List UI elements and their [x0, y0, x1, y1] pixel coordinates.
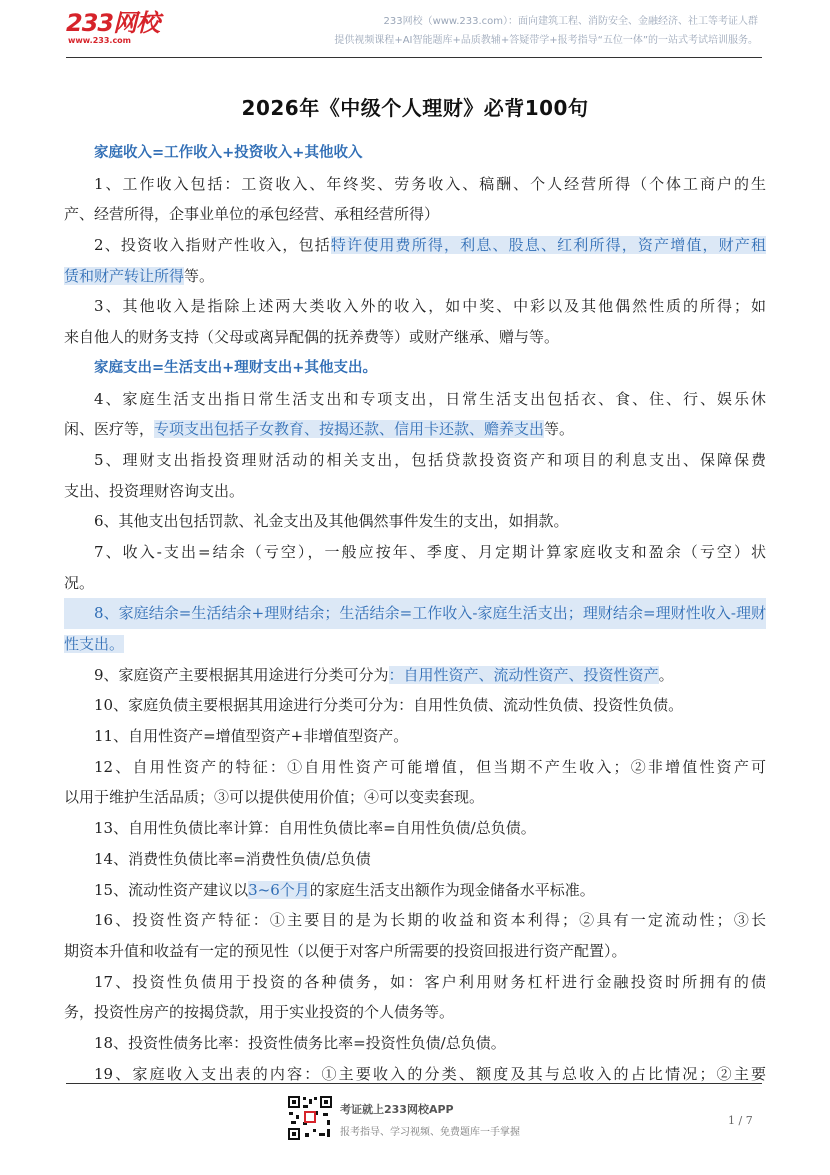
footer-divider [66, 1083, 762, 1084]
highlighted-text: 性支出。 [64, 635, 125, 653]
text-line [64, 598, 766, 629]
text-segment: 16、投资性资产特征：①主要目的是为长期的收益和资本利得；②具有一定流动性；③长 [94, 911, 766, 930]
text-line [64, 629, 766, 660]
logo-text: 233网校 [66, 9, 160, 37]
text-segment: 15、流动性资产建议以 [94, 880, 249, 899]
text-line [64, 997, 766, 1028]
header-description [238, 12, 758, 50]
text-segment: 支出、投资理财咨询支出。 [64, 481, 245, 500]
text-segment: 况。 [64, 573, 95, 592]
text-line [64, 782, 766, 813]
header-line-1: 233网校（www.233.com）：面向建筑工程、消防安全、金融经济、社工等考证人群 [383, 16, 758, 27]
text-segment: 7、收入-支出=结余（亏空），一般应按年、季度、月定期计算家庭收支和盈余（亏空）状 [94, 542, 766, 561]
text-segment: 14、消费性负债比率=消费性负债/总负债 [94, 849, 371, 868]
text-line [64, 445, 766, 476]
text-line [64, 322, 766, 353]
text-segment: 等。 [544, 420, 575, 439]
text-segment: 8、家庭结余=生活结余+理财结余；生活结余=工作收入-家庭生活支出；理财结余=理财性收入-理财 [94, 604, 766, 623]
header-line-2: 提供视频课程+AI智能题库+品质教辅+答疑带学+报考指导“五位一体”的一站式考试培训服务。 [334, 35, 758, 46]
text-segment: 12、自用性资产的特征：①自用性资产可能增值，但当期不产生收入；②非增值性资产可 [94, 757, 766, 776]
text-line [64, 1059, 766, 1090]
logo-url: www.233.com [68, 36, 132, 45]
text-line [64, 384, 766, 415]
highlighted-text: ：自用性资产、流动性资产、投资性资产 [388, 665, 659, 684]
text-segment: 1、工作收入包括：工资收入、年终奖、劳务收入、稿酬、个人经营所得（个体工商户的生 [94, 174, 766, 193]
text-line [64, 752, 766, 783]
section-heading [64, 353, 766, 384]
text-line [64, 291, 766, 322]
text-segment: 9、家庭资产主要根据其用途进行分类可分为 [94, 665, 389, 684]
text-line [64, 721, 766, 752]
text-line [64, 967, 766, 998]
text-line [64, 660, 766, 691]
text-line [64, 875, 766, 906]
text-segment: 务，投资性房产的按揭贷款，用于实业投资的个人债务等。 [64, 1003, 455, 1022]
text-segment: 等。 [184, 266, 215, 285]
text-segment: 6、其他支出包括罚款、礼金支出及其他偶然事件发生的支出，如捐款。 [94, 512, 569, 531]
text-line [64, 844, 766, 875]
text-segment: 的家庭生活支出额作为现金储备水平标准。 [309, 880, 595, 899]
text-segment: 19、家庭收入支出表的内容：①主要收入的分类、额度及其与总收入的占比情况；②主要 [94, 1064, 766, 1083]
text-segment: 4、家庭生活支出指日常生活支出和专项支出，日常生活支出包括衣、食、住、行、娱乐休 [94, 389, 766, 408]
header-divider [66, 57, 762, 58]
text-line [64, 568, 766, 599]
text-line [64, 199, 766, 230]
page-number: 1 / 7 [728, 1114, 753, 1127]
text-line [64, 813, 766, 844]
text-segment: 来自他人的财务支持（父母或离异配偶的抚养费等）或财产继承、赠与等。 [64, 328, 560, 347]
text-line [64, 230, 766, 261]
document-body [64, 138, 766, 1089]
text-segment: 11、自用性资产=增值型资产+非增值型资产。 [94, 727, 409, 746]
section-heading [64, 138, 766, 169]
text-segment: 期资本升值和收益有一定的预见性（以便于对客户所需要的投资回报进行资产配置）。 [64, 941, 627, 960]
text-line [64, 169, 766, 200]
text-segment: 家庭支出=生活支出+理财支出+其他支出。 [94, 359, 377, 376]
text-segment: 5、理财支出指投资理财活动的相关支出，包括贷款投资资产和项目的利息支出、保障保费 [94, 450, 766, 469]
text-line [64, 476, 766, 507]
document-title: 2026年《中级个人理财》必背100句 [241, 96, 589, 120]
text-line [64, 414, 766, 445]
highlighted-text: 赁和财产转让所得 [64, 266, 185, 285]
text-segment: 2、投资收入指财产性收入，包括 [94, 236, 331, 255]
text-segment: 闲、医疗等， [64, 420, 155, 439]
highlighted-text: 3~6个月 [248, 880, 310, 899]
text-line [64, 537, 766, 568]
qr-code-icon [287, 1095, 333, 1141]
logo [66, 10, 166, 48]
highlighted-text: 专项支出包括子女教育、按揭还款、信用卡还款、赡养支出 [154, 420, 545, 439]
text-segment: 以用于维护生活品质；③可以提供使用价值；④可以变卖套现。 [64, 788, 485, 807]
page-header [0, 0, 830, 58]
text-line [64, 936, 766, 967]
footer-app-title: 考证就上233网校APP [340, 1103, 454, 1116]
text-line [64, 261, 766, 292]
text-segment: 10、家庭负债主要根据其用途进行分类可分为：自用性负债、流动性负债、投资性负债。 [94, 696, 684, 715]
text-segment: 13、自用性负债比率计算：自用性负债比率=自用性负债/总负债。 [94, 819, 536, 838]
text-segment: 家庭收入=工作收入+投资收入+其他收入 [94, 145, 363, 161]
text-segment: 3、其他收入是指除上述两大类收入外的收入，如中奖、中彩以及其他偶然性质的所得；如 [94, 297, 766, 316]
text-segment: 。 [658, 665, 674, 684]
text-line [64, 905, 766, 936]
text-line [64, 1028, 766, 1059]
text-segment: 产、经营所得，企事业单位的承包经营、承租经营所得） [64, 205, 440, 224]
highlighted-text: 特许使用费所得，利息、股息、红利所得，资产增值，财产租 [330, 236, 766, 255]
text-segment: 18、投资性债务比率：投资性债务比率=投资性负债/总负债。 [94, 1033, 506, 1052]
text-line [64, 506, 766, 537]
footer-app-subtitle: 报考指导、学习视频、免费题库一手掌握 [340, 1127, 520, 1138]
text-line [64, 690, 766, 721]
text-segment: 17、投资性负债用于投资的各种债务，如：客户利用财务杠杆进行金融投资时所拥有的债 [94, 972, 766, 991]
